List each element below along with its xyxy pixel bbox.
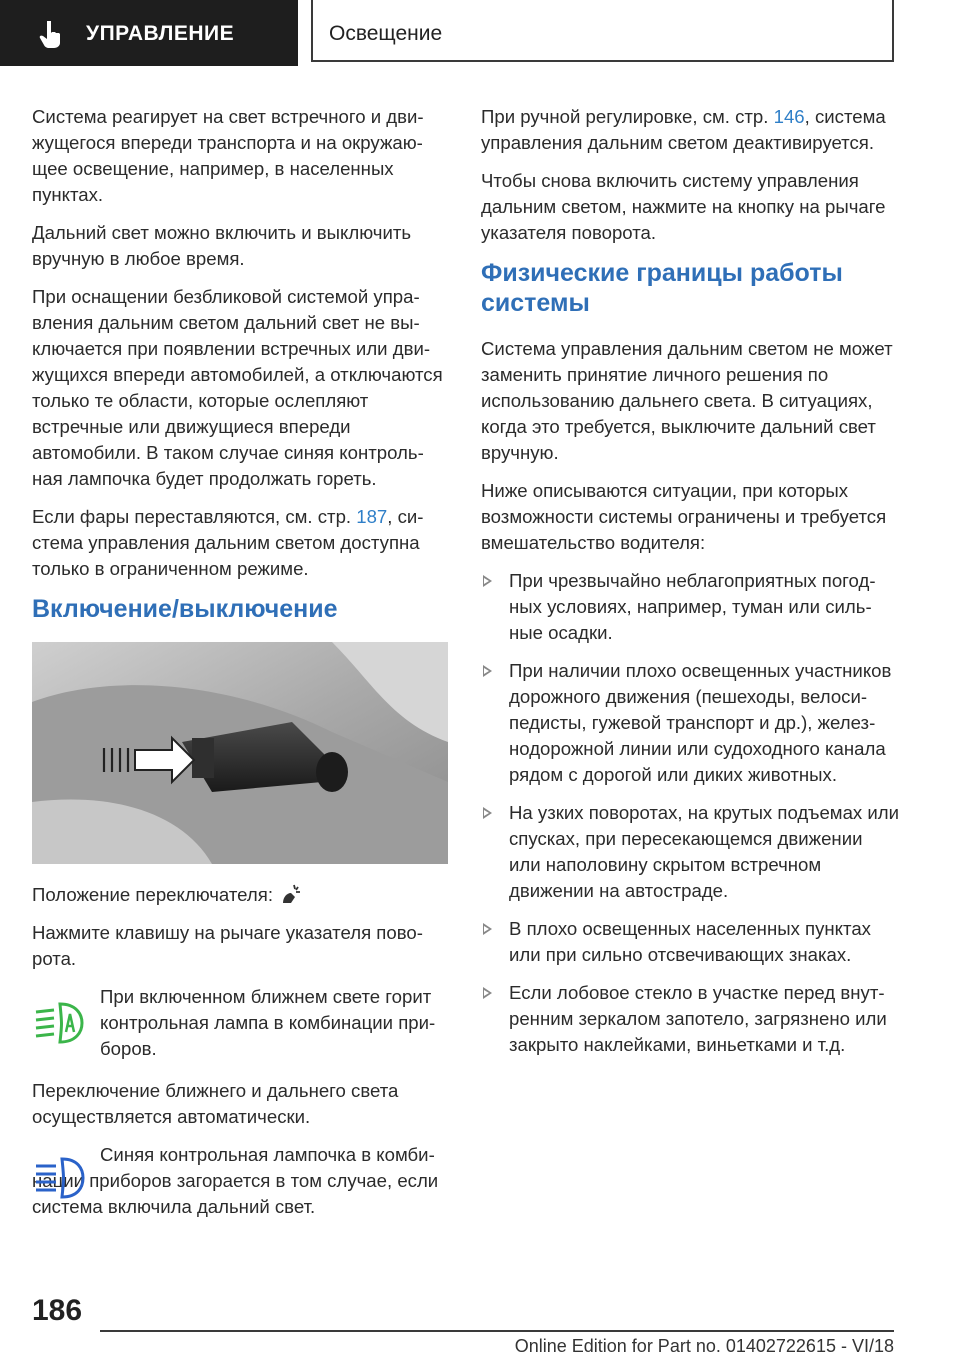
triangle-bullet-icon (483, 665, 492, 677)
list-item-text: При чрезвычайно неблагоприятных погодных условиях, например, туман или сильные осадки. (509, 570, 876, 643)
list-item (481, 568, 899, 646)
paragraph: Система реагирует на свет встречного и движущегося впереди транспорта и на окружающее освещение, например, в населенных пунктах. (32, 106, 424, 205)
turn-signal-lever-photo (32, 642, 448, 864)
triangle-bullet-icon (483, 807, 492, 819)
limitations-list (481, 568, 899, 1058)
indicator-note (32, 1142, 448, 1220)
auto-high-beam-symbol-icon (279, 883, 301, 905)
list-item (481, 916, 899, 968)
chapter-title: Освещение (329, 22, 443, 45)
list-item (481, 658, 899, 788)
triangle-bullet-icon (483, 987, 492, 999)
text: При ручной регулировке, см. стр. (481, 106, 774, 127)
note-text: Синяя контрольная лампочка в комбинации приборов загорается в том случае, если система включила дальний свет. (32, 1144, 439, 1217)
note-text: При включенном ближнем свете горит контрольная лампа в комбинации приборов. (100, 986, 436, 1059)
footer-edition: Online Edition for Part no. 01402722615 - VI/18 (514, 1336, 894, 1356)
page-link[interactable]: 187 (356, 506, 388, 527)
text: Положение переключателя: (32, 884, 273, 905)
paragraph: Ниже описываются ситуации, при которых возможности системы ограничены и требуется вмешательство водителя: (481, 480, 887, 553)
list-item-text: На узких поворотах, на крутых подъемах или спусках, при пересекающемся движении или наполовину скрытом встречном движении на автостраде. (509, 802, 900, 901)
triangle-bullet-icon (483, 575, 492, 587)
paragraph (481, 104, 899, 156)
paragraph: Дальний свет можно включить и выключить вручную в любое время. (32, 222, 412, 269)
blue-high-beam-indicator-icon (32, 1150, 86, 1204)
text: , система управления дальним светом доступна только в ограниченном режиме. (32, 506, 424, 579)
left-column (32, 104, 448, 1236)
paragraph: При оснащении безбликовой системой управления дальним светом дальний свет не выключается при появлении встречных или движущихся впереди автомобилей, а отключаются только те области, которые ослепляют встречные или движущиеся впереди автомобили. В таком случае синяя контрольная лампочка будет продолжать гореть. (32, 286, 443, 489)
list-item (481, 980, 899, 1058)
right-column (481, 104, 899, 1070)
paragraph (32, 882, 448, 908)
paragraph: Переключение ближнего и дальнего света осуществляется автоматически. (32, 1080, 399, 1127)
section-heading: Физические границы работы системы (481, 259, 843, 317)
paragraph: Чтобы снова включить систему управления дальним светом, нажмите на кнопку на рычаге указателя поворота. (481, 170, 886, 243)
page-link[interactable]: 146 (773, 106, 805, 127)
green-headlight-indicator-icon (32, 994, 86, 1048)
text: , система управления дальним светом деактивируется. (481, 106, 886, 153)
page-number: 186 (32, 1294, 83, 1327)
section-tab (0, 0, 298, 66)
section-heading: Включение/выключение (32, 595, 338, 623)
section-title: УПРАВЛЕНИЕ (86, 22, 235, 45)
triangle-bullet-icon (483, 923, 492, 935)
list-item-text: В плохо освещенных населенных пунктах или при сильно отсвечивающих знаках. (509, 918, 871, 965)
list-item-text: Если лобовое стекло в участке перед внутренним зеркалом запотело, загрязнено или закрыто наклейками, виньетками и т.д. (509, 982, 887, 1055)
footer-divider (100, 1330, 894, 1332)
lever-illustration (32, 642, 448, 864)
hand-pointer-icon (36, 18, 66, 48)
indicator-note (32, 984, 448, 1062)
paragraph: Система управления дальним светом не может заменить принятие личного решения по использованию дальнего света. В ситуациях, когда это требуется, выключите дальний свет вручную. (481, 338, 893, 463)
list-item (481, 800, 899, 904)
paragraph (32, 504, 448, 582)
list-item-text: При наличии плохо освещенных участников дорожного движения (пешеходы, велосипедисты, гужевой транспорт и др.), железнодорожной линии или судоходного канала рядом с дорогой или диких животных. (509, 660, 892, 785)
chapter-tab (311, 0, 894, 62)
paragraph: Нажмите клавишу на рычаге указателя поворота. (32, 922, 423, 969)
text: Если фары переставляются, см. стр. (32, 506, 357, 527)
